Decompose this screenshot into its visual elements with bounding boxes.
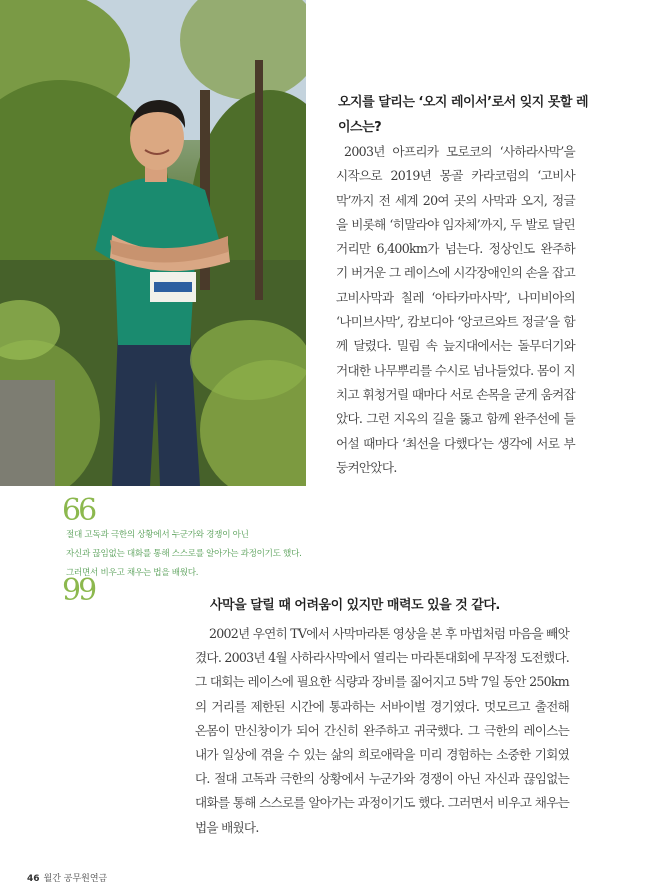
page-number: 46 (27, 874, 40, 884)
runner-photo-illustration (0, 0, 306, 486)
section2-body: 2002년 우연히 TV에서 사막마라톤 영상을 본 후 마법처럼 마음을 빼앗겼다. 2003년 4월 사하라사막에서 열리는 마라톤대회에 무작정 도전했다. 그 대회는 레이스에 필요한 식량과 장비를 짊어지고 5박 7일 동안 250km의 거리를 제한된 시간에 통과하는 서바이벌 경기였다. 멋모르고 출전해 온몸이 만신창이가 되어 간신히 완주하고 귀국했다. 그 극한의 레이스는 내가 일상에 겪을 수 있는 삶의 희로애락을 미리 경험하는 소중한 기회였다. 절대 고독과 극한의 상황에서 누군가와 경쟁이 아닌 자신과 끊임없는 대화를 통해 스스로를 알아가는 과정이기도 했다. 그러면서 비우고 채우는 법을 배웠다. (195, 626, 569, 835)
pull-quote-line: 절대 고독과 극한의 상황에서 누군가와 경쟁이 아닌 (66, 530, 249, 540)
quote-open-mark: 66 (62, 493, 95, 528)
magazine-name: 월간 공무원연금 (43, 874, 108, 884)
pull-quote-line: 그러면서 비우고 채우는 법을 배웠다. (66, 568, 199, 579)
section1-question: 오지를 달리는 ‘오지 레이서’로서 잊지 못할 레이스는? (338, 95, 589, 135)
pull-quote (66, 526, 356, 584)
section2-question: 사막을 달릴 때 어려움이 있지만 매력도 있을 것 같다. (210, 598, 500, 613)
runner-photo (0, 0, 306, 486)
section1-body: 2003년 아프리카 모로코의 ‘사하라사막’을 시작으로 2019년 몽골 카라코럼의 ‘고비사막’까지 전 세계 20여 곳의 사막과 오지, 정글을 비롯해 ‘히말라야 임자체’까지, 두 발로 달린 거리만 6,400km가 넘는다. 정상인도 완주하기 버거운 그 레이스에 시각장애인의 손을 잡고 고비사막과 칠레 ‘아타카마사막’, 나미비아의 ‘나미브사막’, 캄보디아 ‘앙코르와트 정글’을 함께 달렸다. 밀림 속 늪지대에서는 돌무더기와 거대한 나무뿌리를 수시로 넘나들었다. 몸이 지치고 휘청거릴 때마다 서로 손목을 굳게 움켜잡았다. 그런 지옥의 길을 뚫고 함께 완주선에 들어설 때마다 ‘최선을 다했다’는 생각에 서로 부둥켜안았다. (336, 144, 575, 475)
quote-close-mark: 99 (62, 573, 95, 608)
page-footer (27, 873, 107, 885)
pull-quote-line: 자신과 끊임없는 대화를 통해 스스로를 알아가는 과정이기도 했다. (66, 549, 302, 560)
